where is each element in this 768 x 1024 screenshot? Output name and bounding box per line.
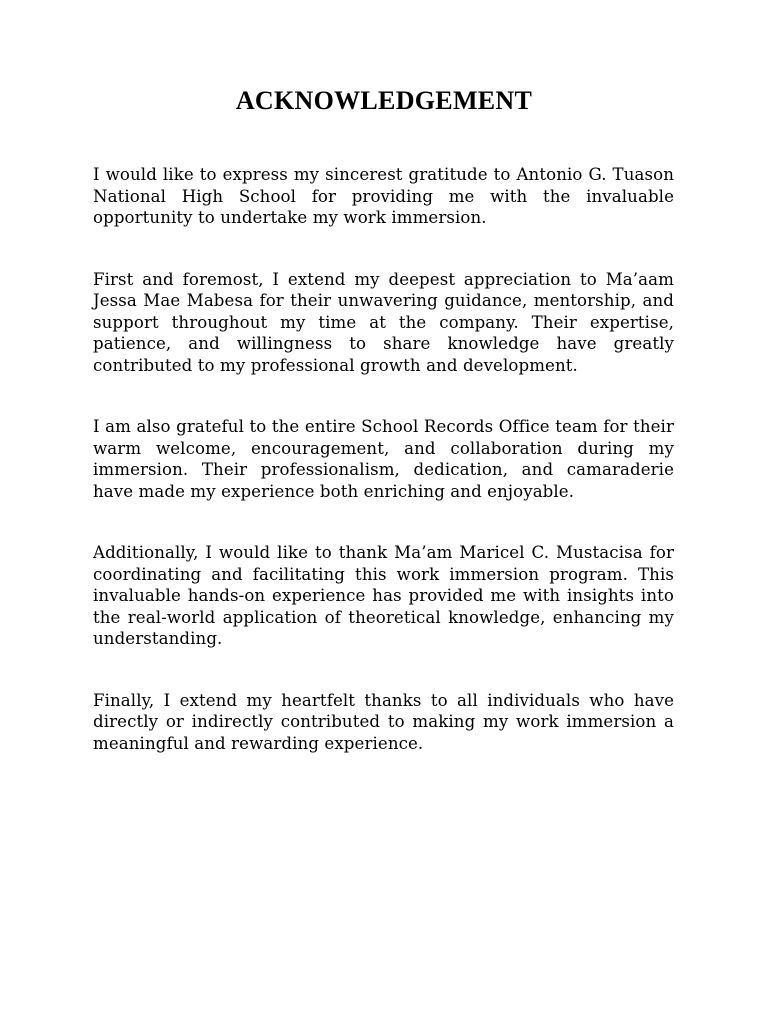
- page-title: ACKNOWLEDGEMENT: [235, 86, 533, 115]
- paragraph-coordinator: Additionally, I would like to thank Ma’am Maricel C. Mustacisa for coordinating and facilitating this work immersion program. This invaluable hands-on experience has provided me with insights into the real-world application of theoretical knowledge, enhancing my understanding.: [93, 543, 674, 648]
- paragraph-gratitude-school: I would like to express my sincerest gratitude to Antonio G. Tuason National High School for providing me with the invaluable opportunity to undertake my work immersion.: [93, 165, 674, 227]
- document-body: [93, 164, 674, 794]
- paragraph-final-thanks: Finally, I extend my heartfelt thanks to all individuals who have directly or indirectly contributed to making my work immersion a meaningful and rewarding experience.: [93, 690, 674, 753]
- paragraph-records-office: I am also grateful to the entire School Records Office team for their warm welcome, encouragement, and collaboration during my immersion. Their professionalism, dedication, and camaraderie have made my experience both enriching and enjoyable.: [93, 417, 674, 501]
- paragraph-appreciation-mentor: First and foremost, I extend my deepest appreciation to Ma’aam Jessa Mae Mabesa for their unwavering guidance, mentorship, and support throughout my time at the company. Their expertise, patience, and willingness to share knowledge have greatly contributed to my professional growth and development.: [93, 269, 674, 375]
